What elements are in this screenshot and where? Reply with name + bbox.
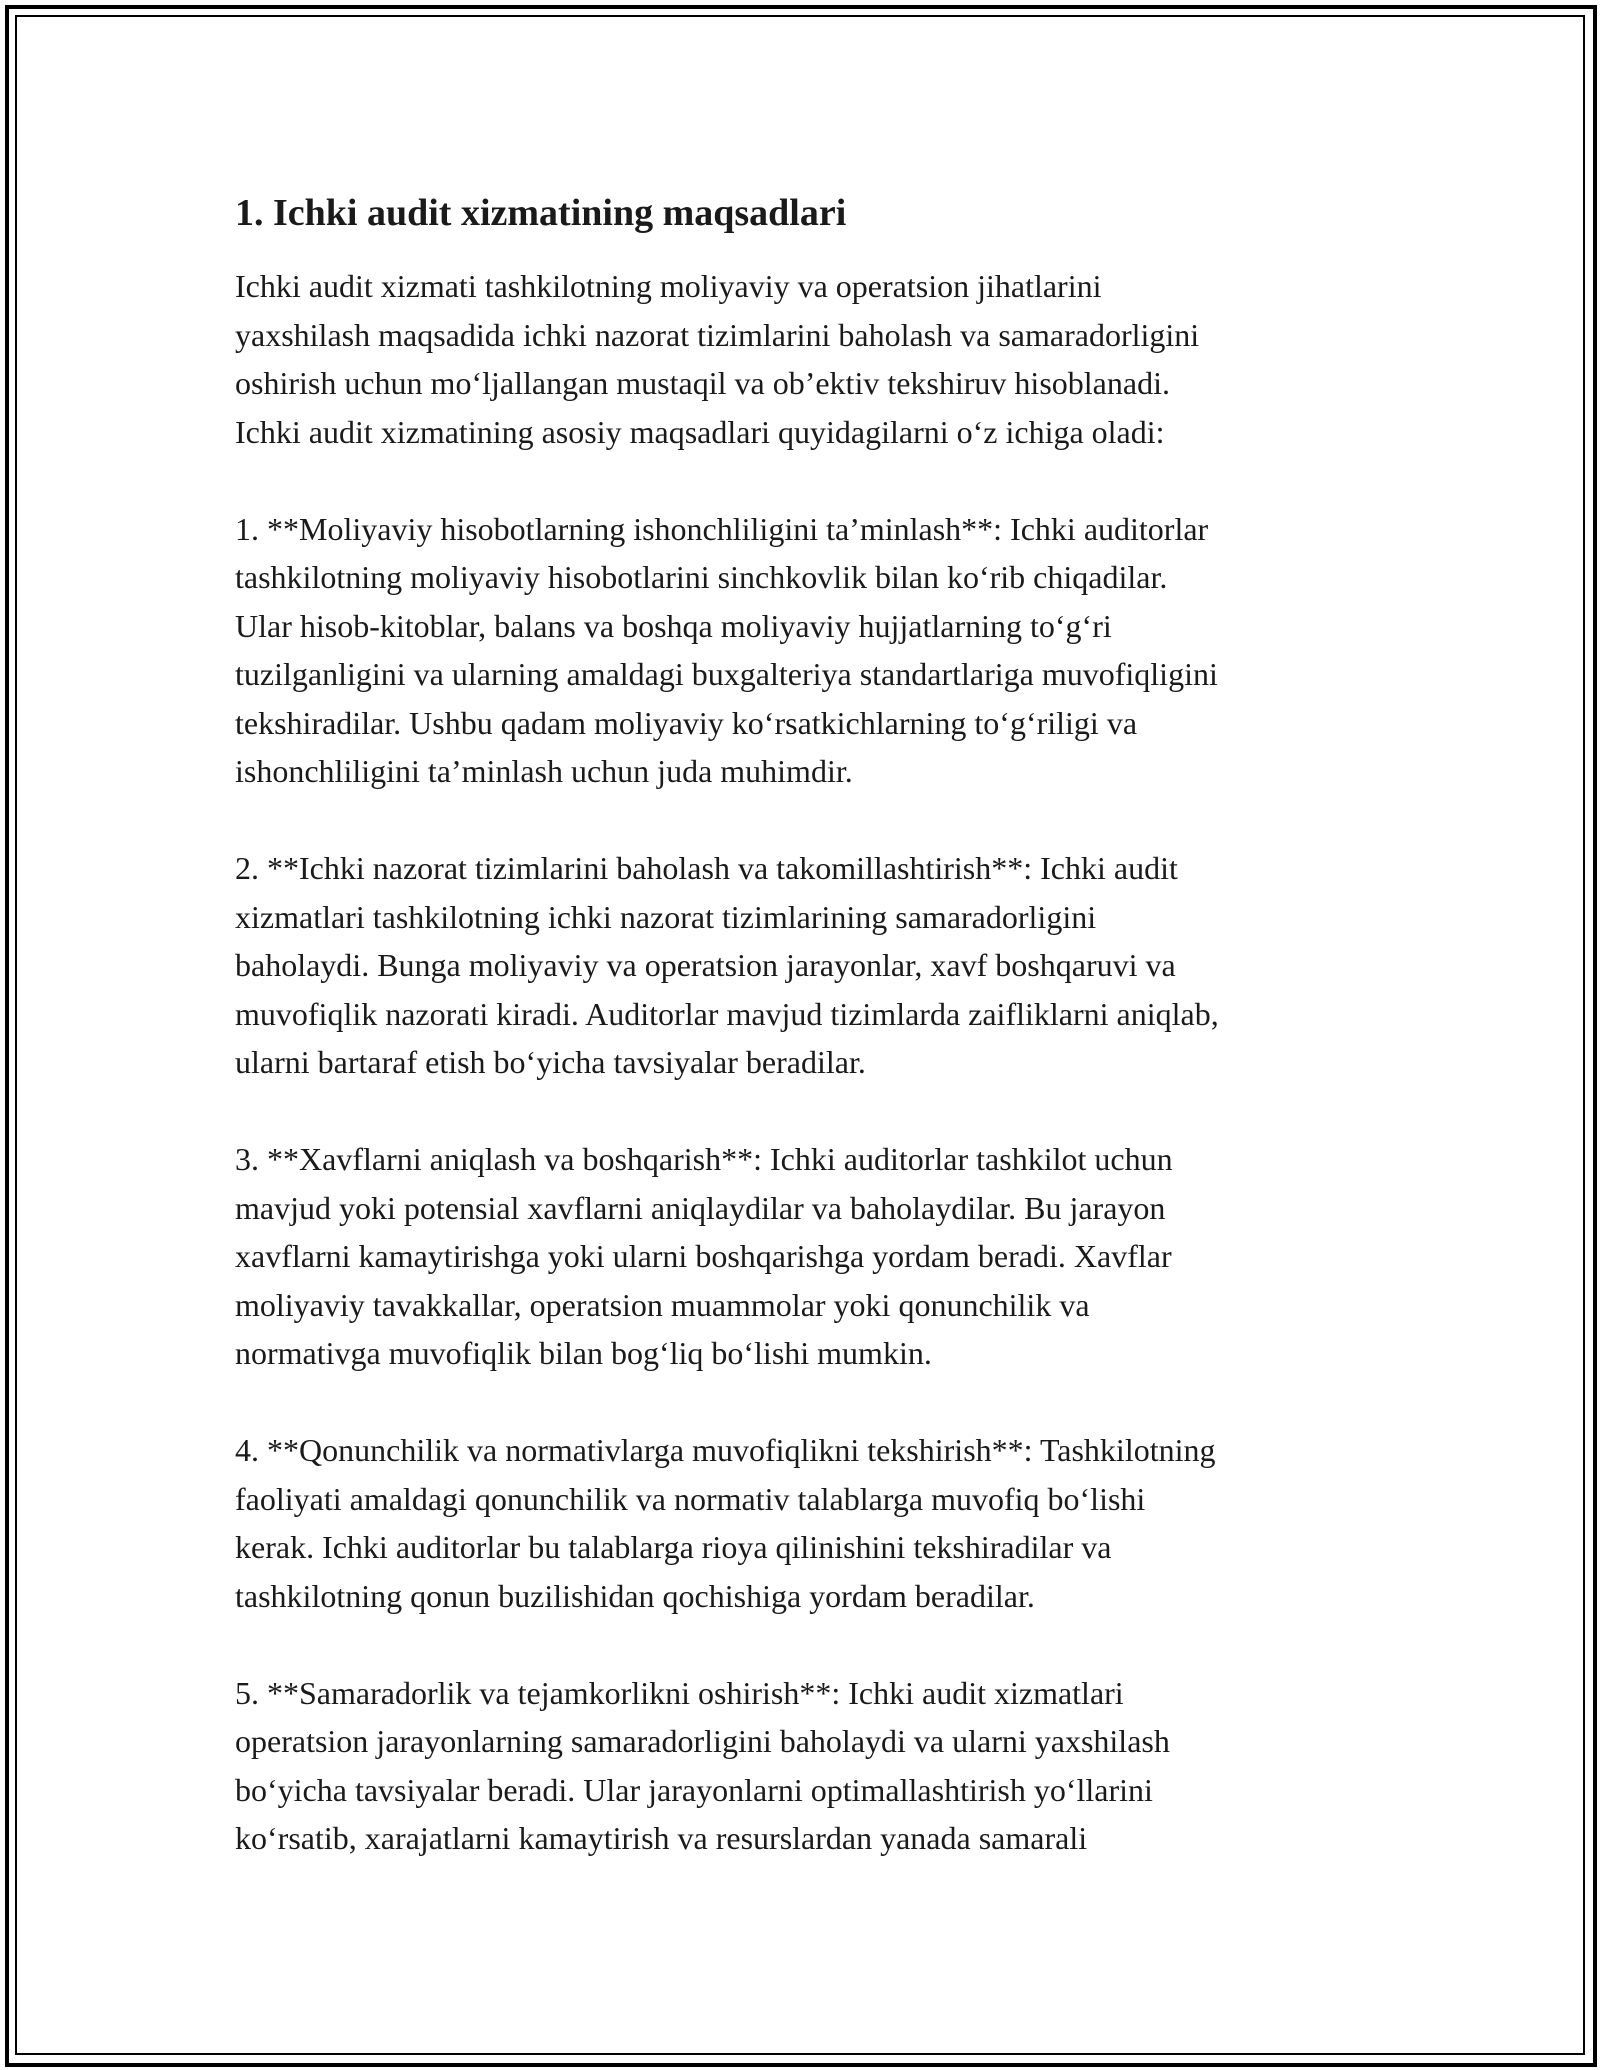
section-title: 1. Ichki audit xizmatining maqsadlari xyxy=(235,192,847,234)
list-item-2-paragraph: 2. **Ichki nazorat tizimlarini baholash va takomillashtirish**: Ichki audit xizmatlari tashkilotning ichki nazorat tizimlarining samaradorligini baholaydi. Bunga moliyaviy va operatsion jarayonlar, xavf boshqaruvi va muvofiqlik nazorati kiradi. Auditorlar mavjud tizimlarda zaifliklarni aniqlab, ularni bartaraf etish bo‘yicha tavsiyalar beradilar. xyxy=(235,850,1219,1080)
document-page xyxy=(235,186,1375,1911)
list-item-1-paragraph: 1. **Moliyaviy hisobotlarning ishonchliligini ta’minlash**: Ichki auditorlar tashkilotning moliyaviy hisobotlarini sinchkovlik bilan ko‘rib chiqadilar. Ular hisob-kitoblar, balans va boshqa moliyaviy hujjatlarning to‘g‘ri tuzilganligini va ularning amaldagi buxgalteriya standartlariga muvofiqligini tekshiradilar. Ushbu qadam moliyaviy ko‘rsatkichlarning to‘g‘riligi va ishonchliligini ta’minlash uchun juda muhimdir. xyxy=(235,510,1218,789)
list-item-5-paragraph: 5. **Samaradorlik va tejamkorlikni oshirish**: Ichki audit xizmatlari operatsion jarayonlarning samaradorligini baholaydi va ularni yaxshilash bo‘yicha tavsiyalar beradi. Ular jarayonlarni optimallashtirish yo‘llarini ko‘rsatib, xarajatlarni kamaytirish va resurslardan yanada samarali xyxy=(235,1674,1170,1856)
intro-paragraph: Ichki audit xizmati tashkilotning moliyaviy va operatsion jihatlarini yaxshilash maqsadida ichki nazorat tizimlarini baholash va samaradorligini oshirish uchun mo‘ljallangan mustaqil va ob’ektiv tekshiruv hisoblanadi. Ichki audit xizmatining asosiy maqsadlari quyidagilarni o‘z ichiga oladi: xyxy=(235,268,1200,450)
list-item-3-paragraph: 3. **Xavflarni aniqlash va boshqarish**: Ichki auditorlar tashkilot uchun mavjud yoki potensial xavflarni aniqlaydilar va baholaydilar. Bu jarayon xavflarni kamaytirishga yoki ularni boshqarishga yordam beradi. Xavflar moliyaviy tavakkallar, operatsion muammolar yoki qonunchilik va normativga muvofiqlik bilan bog‘liq bo‘lishi mumkin. xyxy=(235,1141,1173,1371)
list-item-4-paragraph: 4. **Qonunchilik va normativlarga muvofiqlikni tekshirish**: Tashkilotning faoliyati amaldagi qonunchilik va normativ talablarga muvofiq bo‘lishi kerak. Ichki auditorlar bu talablarga rioya qilinishini tekshiradilar va tashkilotning qonun buzilishidan qochishiga yordam beradilar. xyxy=(235,1432,1216,1614)
